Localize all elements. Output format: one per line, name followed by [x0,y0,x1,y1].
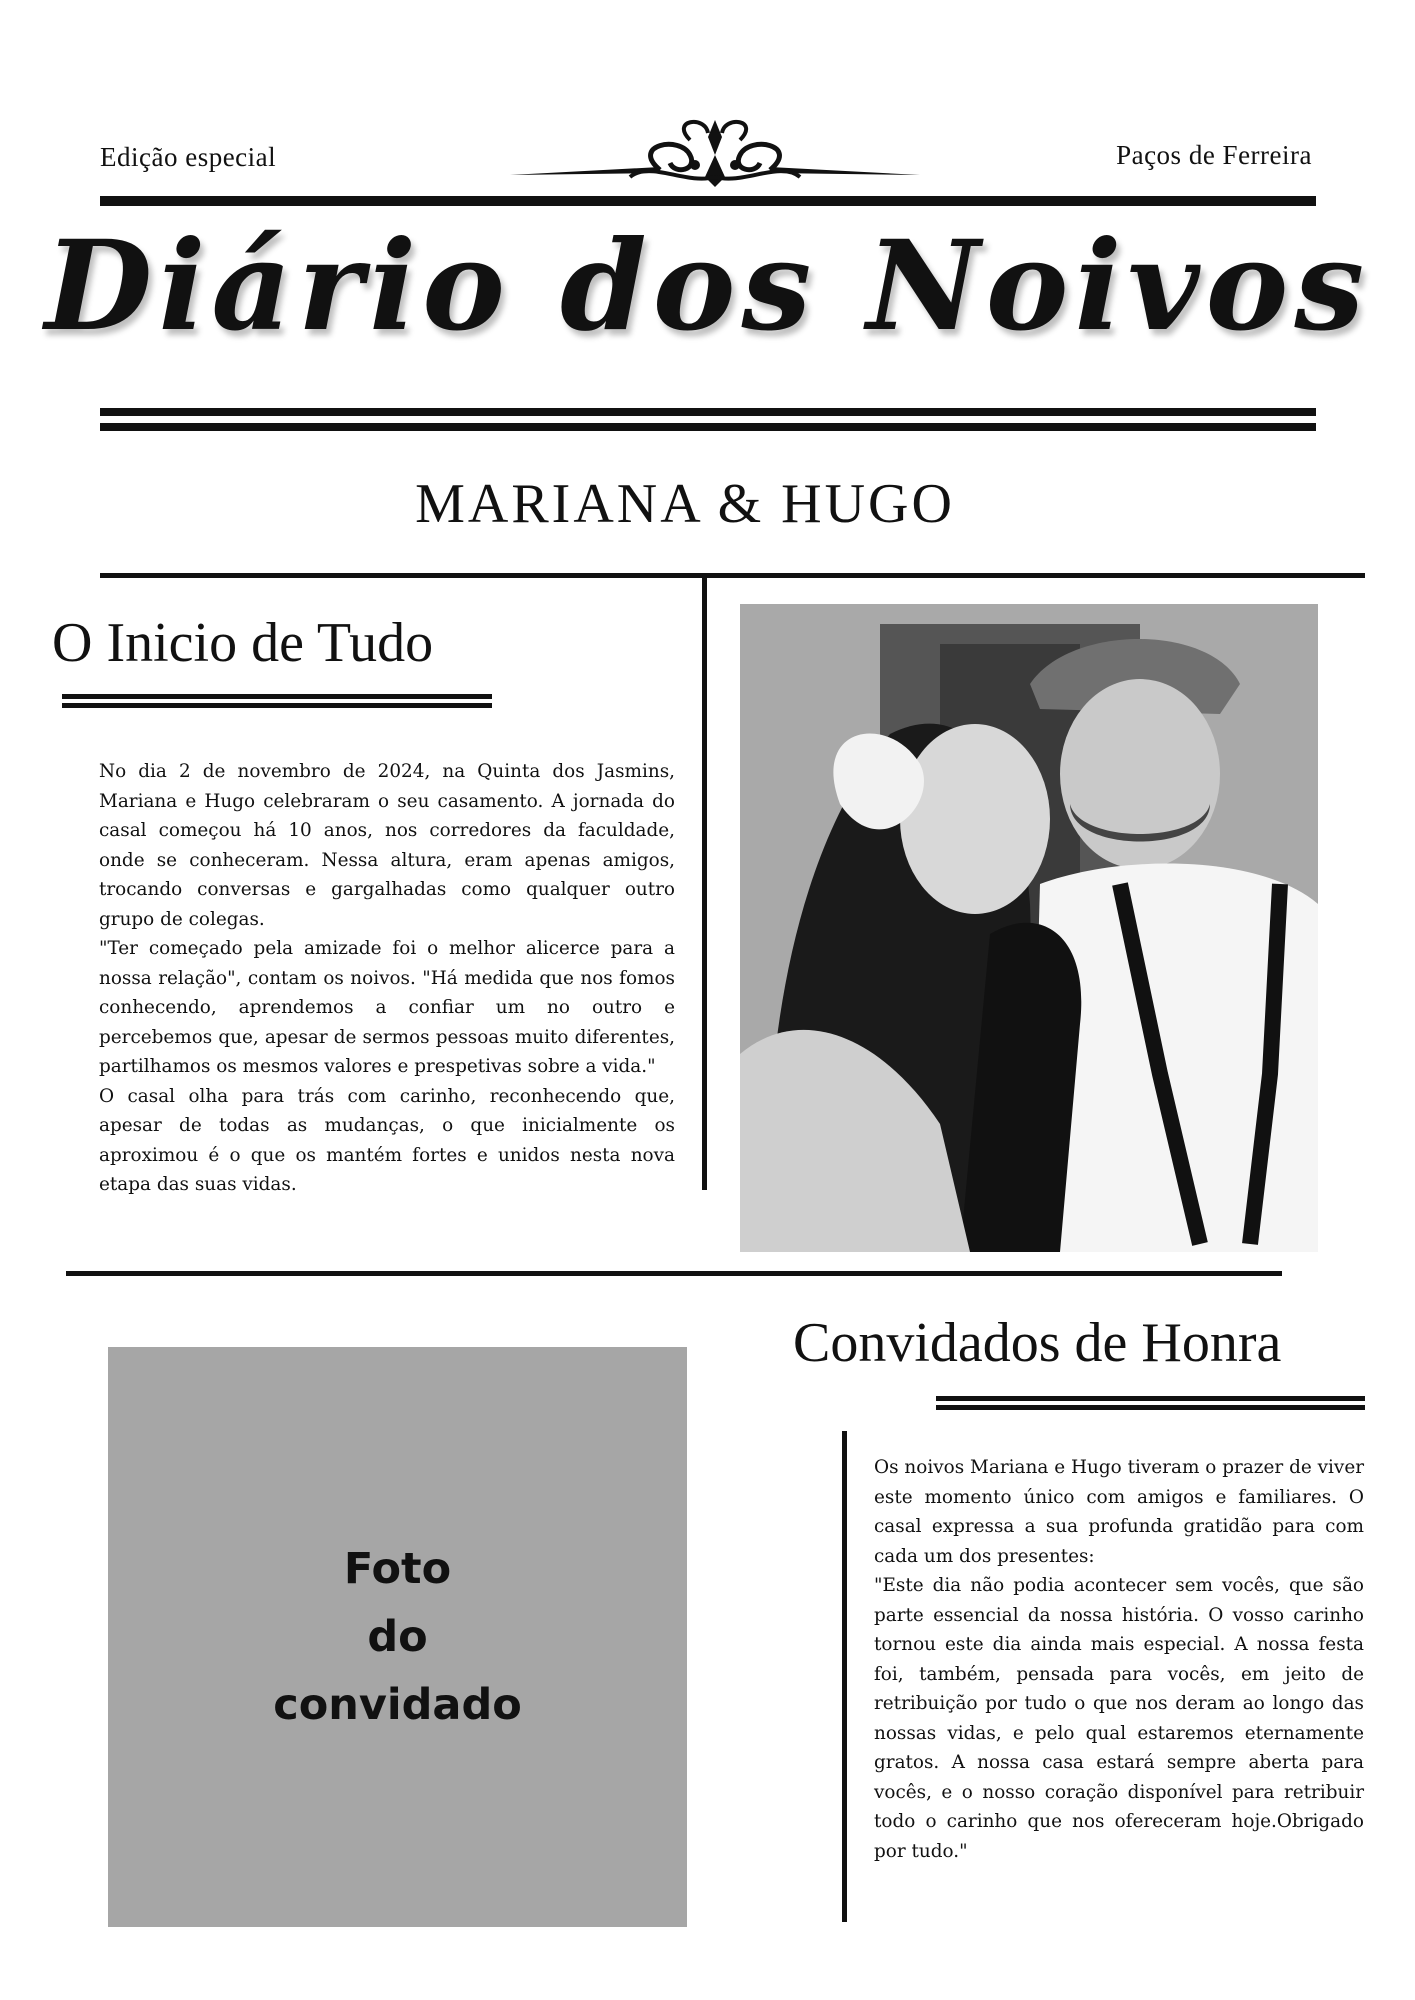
guest-photo-placeholder [108,1347,687,1927]
article-heading-inicio: O Inicio de Tudo [52,612,434,674]
article-paragraph: Os noivos Mariana e Hugo tiveram o prazer de viver este momento único com amigos e familiares. O casal expressa a sua profunda gratidão para com cada um dos presentes: [874,1457,1364,1567]
guest-photo-label-line: do [367,1612,428,1662]
article-paragraph: O casal olha para trás com carinho, reconhecendo que, apesar de todas as mudanças, o que inicialmente os aproximou é o que os mantém fortes e unidos nesta nova etapa das suas vidas. [99,1085,675,1195]
section-divider-middle [66,1271,1282,1276]
guest-photo-label [248,1535,548,1739]
couple-photo [740,604,1318,1252]
column-divider-bottom [842,1431,847,1922]
heading-underline-convidados-1 [936,1396,1365,1401]
edition-label: Edição especial [100,142,277,172]
article-paragraph: "Ter começado pela amizade foi o melhor alicerce para a nossa relação", contam os noivos. "Há medida que nos fomos conhecendo, aprendemos a confiar um no outro e percebemos que, apesar de sermos pessoas muito diferentes, partilhamos os mesmos valores e prespetivas sobre a vida." [99,938,675,1077]
location-label: Paços de Ferreira [1116,140,1312,170]
masthead-bottom-rule-2 [100,423,1316,431]
heading-underline-inicio-1 [62,694,492,699]
heading-underline-inicio-2 [62,703,492,708]
guest-photo-label-line: Foto [343,1544,452,1594]
article-paragraph: "Este dia não podia acontecer sem vocês, que são parte essencial da nossa história. O vosso carinho tornou este dia ainda mais especial. A nossa festa foi, também, pensada para vocês, em jeito de retribuição por tudo o que nos deram ao longo das nossas vidas, e pelo qual estaremos eternamente gratos. A nossa casa estará sempre aberta para vocês, e o nosso coração disponível para retribuir todo o carinho que nos ofereceram hoje.Obrigado por tudo." [874,1575,1364,1862]
article-body-convidados [874,1453,1364,1866]
masthead-top-rule [100,196,1316,206]
article-heading-convidados: Convidados de Honra [793,1312,1282,1374]
article-paragraph: No dia 2 de novembro de 2024, na Quinta dos Jasmins, Mariana e Hugo celebraram o seu casamento. A jornada do casal começou há 10 anos, nos corredores da faculdade, onde se conheceram. Nessa altura, eram apenas amigos, trocando conversas e gargalhadas como qualquer outro grupo de colegas. [99,761,675,930]
heading-underline-convidados-2 [936,1405,1365,1410]
masthead-bottom-rule-1 [100,408,1316,416]
column-divider-top [702,578,707,1190]
guest-photo-label-line: convidado [273,1680,522,1730]
masthead-title: Diário dos Noivos [44,214,1371,359]
couple-names: MARIANA & HUGO [415,473,955,535]
section-divider-top [100,573,1365,578]
flourish-ornament-icon [510,115,920,190]
article-body-inicio [99,757,675,1200]
